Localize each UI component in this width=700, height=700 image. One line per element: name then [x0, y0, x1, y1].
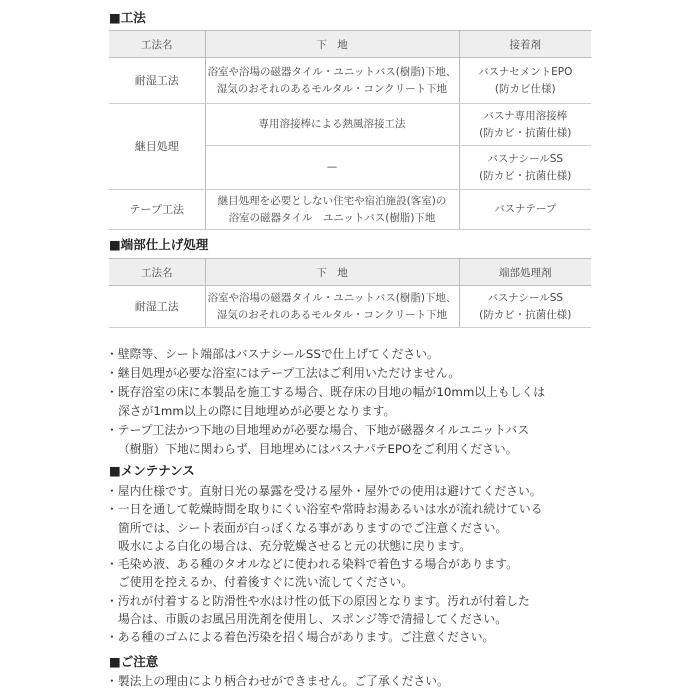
maintenance-line: ・一日を通して乾燥時間を取りにくい浴室や常時お湯あるいは水が流れ続けている	[106, 502, 543, 517]
adhesive-cell	[459, 58, 591, 104]
method-name-cell: 耐湿工法	[109, 286, 205, 328]
header-base: 下 地	[205, 31, 459, 58]
maintenance-line: ・毛染め液、ある種のタオルなどに使われる染料で着色する場合があります。	[106, 557, 518, 572]
table-row	[109, 58, 591, 104]
method-name-cell: テープ工法	[109, 190, 205, 230]
edge-agent-line: バスナシールSS	[487, 291, 564, 304]
base-cell	[205, 190, 459, 230]
installation-notes	[106, 345, 545, 459]
adhesive-line: (防カビ仕様)	[494, 82, 556, 95]
adhesive-line: バスナ専用溶接棒	[483, 109, 568, 122]
note-line: 深さが1mm以上の際に目地埋めが必要となります。	[118, 404, 396, 418]
adhesive-line: バスナセメントEPO	[478, 65, 573, 78]
section-title-edge-finish: ■端部仕上げ処理	[109, 237, 209, 252]
base-line: 継目処理を必要としない住宅や宿泊施設(客室)の	[217, 194, 447, 207]
maintenance-line: ・汚れが付着すると防滑性や水はけ性の低下の原因となります。汚れが付着した	[106, 593, 530, 608]
section-title-method: ■工法	[109, 10, 146, 25]
method-name-cell: 耐湿工法	[109, 58, 205, 104]
table-row	[109, 190, 591, 230]
note-line: ・テープ工法かつ下地の目地埋めが必要な場合、下地が磁器タイルユニットバス	[106, 423, 530, 437]
base-cell	[205, 104, 459, 146]
adhesive-cell	[459, 146, 591, 190]
edge-agent-cell	[459, 286, 591, 328]
header-method-name: 工法名	[109, 259, 205, 286]
header-adhesive: 接着剤	[459, 31, 591, 58]
adhesive-line: (防カビ・抗菌仕様)	[479, 126, 572, 139]
section-title-caution: ■ご注意	[109, 654, 159, 669]
edge-finish-table	[109, 258, 591, 328]
base-line: 浴室や浴場の磁器タイル・ユニットバス(樹脂)下地、	[207, 291, 457, 304]
header-edge-agent: 端部処理剤	[459, 259, 591, 286]
section-title-maintenance: ■メンテナンス	[109, 463, 195, 478]
base-line: 浴室や浴場の磁器タイル・ユニットバス(樹脂)下地、	[207, 65, 457, 78]
table-header-row	[109, 259, 591, 286]
base-line: 湿気のおそれのあるモルタル・コンクリート下地	[216, 82, 448, 95]
maintenance-line: ・屋内仕様です。直射日光の暴露を受ける屋外・屋外での使用は避けてください。	[106, 484, 542, 498]
maintenance-line: ご使用を控えるか、付着後すぐに洗い流してください。	[118, 575, 413, 590]
caution-notes	[106, 672, 449, 690]
base-cell	[205, 286, 459, 328]
adhesive-line: バスナテープ	[494, 203, 557, 215]
note-line: ・継目処理が必要な浴室にはテープ工法はご利用いただけません。	[106, 366, 461, 380]
note-line: ・既存浴室の床に本製品を施工する場合、既存床の目地の幅が10mm以上もしくは	[106, 385, 546, 399]
adhesive-line: (防カビ・抗菌仕様)	[479, 169, 572, 182]
base-line: 専用溶接棒による熱風溶接工法	[258, 118, 406, 130]
table-row	[109, 104, 591, 146]
method-name-cell: 継目処理	[109, 104, 205, 190]
base-cell	[205, 58, 459, 104]
method-table	[109, 30, 591, 230]
note-line: （樹脂）下地に関わらず、目地埋めにはバスナパテEPOをご利用ください。	[118, 442, 518, 456]
base-line: 浴室の磁器タイル ユニットバス(樹脂)下地	[228, 211, 436, 224]
note-line: ・壁際等、シート端部はバスナシールSSで仕上げてください。	[106, 347, 439, 361]
caution-line: ・製法上の理由により柄合わせができません。ご了承ください。	[106, 674, 449, 688]
table-row	[109, 286, 591, 328]
maintenance-line: 箇所では、シート表面が白っぽくなる事がありますのでご注意ください。	[118, 520, 508, 535]
base-line: 湿気のおそれのあるモルタル・コンクリート下地	[216, 308, 448, 321]
maintenance-line: 場合は、市販のお風呂用洗剤を使用し、スポンジ等で清掃してください。	[118, 612, 508, 627]
base-line: —	[326, 161, 338, 173]
adhesive-cell	[459, 104, 591, 146]
header-base: 下 地	[205, 259, 459, 286]
maintenance-notes	[106, 482, 543, 647]
maintenance-line: ・ある種のゴムによる着色汚染を招く場合があります。ご注意ください。	[106, 630, 495, 645]
adhesive-cell	[459, 190, 591, 230]
base-cell	[205, 146, 459, 190]
edge-agent-line: (防カビ・抗菌仕様)	[479, 308, 572, 321]
header-method-name: 工法名	[109, 31, 205, 58]
maintenance-line: 吸水による白化の場合は、充分乾燥させると元の状態に戻ります。	[118, 538, 471, 553]
table-header-row	[109, 31, 591, 58]
adhesive-line: バスナシールSS	[487, 152, 564, 165]
